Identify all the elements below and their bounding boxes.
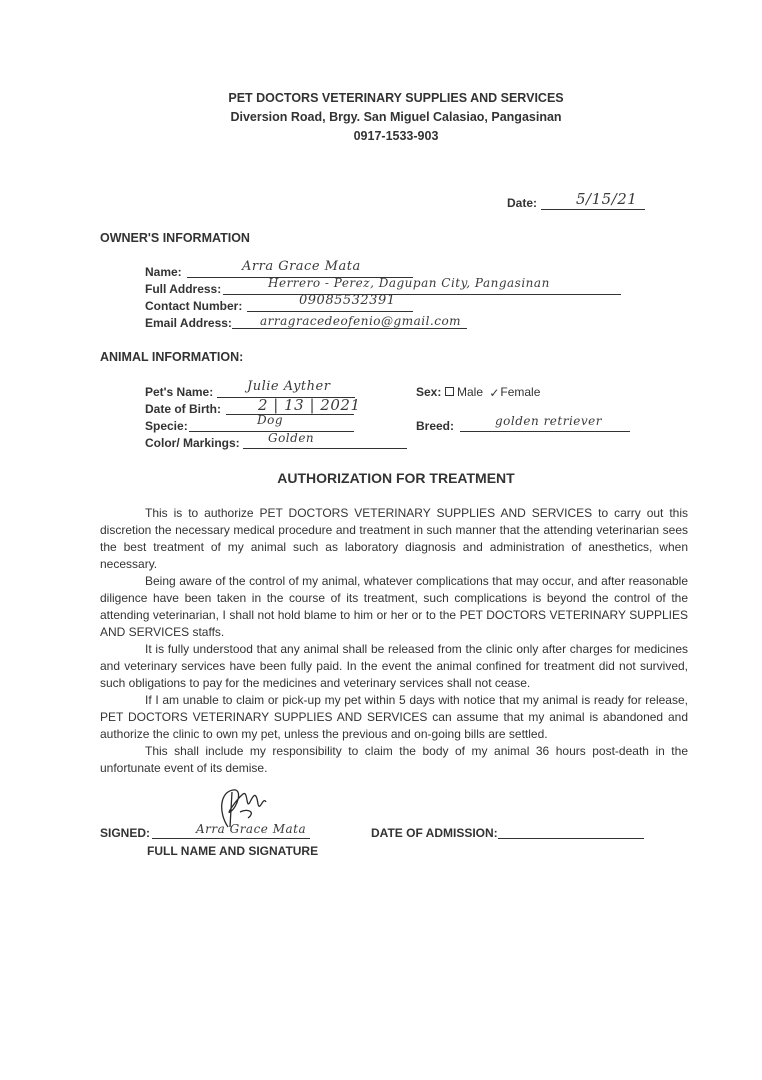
dob-value: 2 | 13 | 2021 (258, 396, 361, 414)
date-line (541, 209, 645, 210)
authorization-title: AUTHORIZATION FOR TREATMENT (277, 470, 515, 486)
paragraph: Being aware of the control of my animal, whatever complications that may occur, and after reasonable diligence have been taken in the course of its treatment, such complications is beyond the control of the attending veterinarian, I shall not hold blame to him or her or to the PET DOCTORS VETERINARY SUPPLIES AND SERVICES staffs. (100, 574, 688, 639)
color-label: Color/ Markings: (145, 436, 240, 450)
pet-name-value: Julie Ayther (247, 379, 331, 394)
paragraph: This is to authorize PET DOCTORS VETERINARY SUPPLIES AND SERVICES to carry out this discretion the necessary medical procedure and treatment in such manner that the attending veterinarian sees the best treatment of my animal such as laboratory diagnosis and administration of anesthetics, when necessary. (100, 506, 688, 571)
male-option-label: Male (457, 385, 484, 399)
breed-line (460, 431, 630, 432)
email-label: Email Address: (145, 316, 232, 330)
male-checkbox (445, 387, 454, 396)
breed-value: golden retriever (495, 414, 603, 428)
sex-options (445, 385, 540, 399)
company-phone: 0917-1533-903 (353, 129, 439, 143)
date-value: 5/15/21 (576, 190, 638, 208)
paragraph: This shall include my responsibility to claim the body of my animal 36 hours post-death in the unfortunate event of its demise. (100, 744, 688, 775)
animal-section-title: ANIMAL INFORMATION: (100, 350, 244, 364)
company-name: PET DOCTORS VETERINARY SUPPLIES AND SERVICES (228, 91, 564, 105)
address-line (223, 294, 621, 295)
color-value: Golden (268, 431, 315, 445)
pet-name-label: Pet's Name: (145, 385, 214, 399)
signed-value: Arra Grace Mata (196, 822, 307, 836)
authorization-body (100, 505, 688, 777)
breed-label: Breed: (416, 419, 455, 433)
female-option-label: Female (500, 385, 541, 399)
specie-value: Dog (257, 413, 284, 427)
signature-caption: FULL NAME AND SIGNATURE (147, 844, 319, 858)
admission-line (498, 838, 644, 839)
date-label: Date: (507, 196, 538, 210)
dob-line (226, 414, 354, 415)
company-address: Diversion Road, Brgy. San Miguel Calasiao, Pangasinan (230, 110, 562, 124)
contact-value: 09085532391 (299, 293, 396, 308)
dob-label: Date of Birth: (145, 402, 221, 416)
paragraph: It is fully understood that any animal shall be released from the clinic only after charges for medicines and veterinary services have been fully paid. In the event the animal confined for treatment did not survived, such obligations to pay for the medicines and veterinary services shall not cease. (100, 642, 688, 690)
specie-label: Specie: (145, 419, 188, 433)
color-line (243, 448, 407, 449)
signed-label: SIGNED: (100, 826, 151, 840)
contact-line (247, 311, 413, 312)
check-mark-icon: ✓ (489, 386, 500, 400)
email-value: arragracedeofenio@gmail.com (260, 314, 462, 328)
email-line (232, 328, 467, 329)
owner-section-title: OWNER'S INFORMATION (100, 231, 250, 245)
name-value: Arra Grace Mata (242, 259, 361, 274)
admission-label: DATE OF ADMISSION: (371, 826, 498, 840)
name-label: Name: (145, 265, 182, 279)
signed-line (152, 838, 310, 839)
paragraph: If I am unable to claim or pick-up my pet within 5 days with notice that my animal is ready for release, PET DOCTORS VETERINARY SUPPLIES AND SERVICES can assume that my animal is abandoned and authorize the clinic to own my pet, unless the previous and on-going bills are settled. (100, 693, 688, 741)
sex-label: Sex: (416, 385, 442, 399)
contact-label: Contact Number: (145, 299, 243, 313)
address-value: Herrero - Perez, Dagupan City, Pangasinan (268, 276, 550, 290)
address-label: Full Address: (145, 282, 222, 296)
